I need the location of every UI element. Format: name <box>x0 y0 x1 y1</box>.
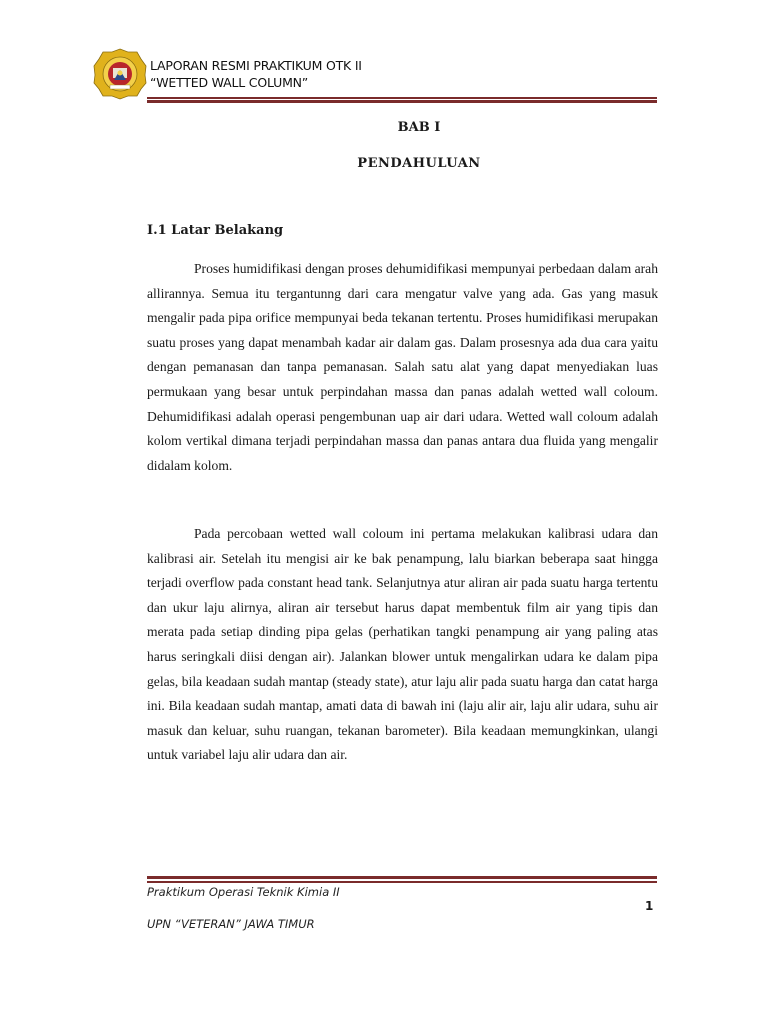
footer-divider-thick <box>147 876 657 879</box>
report-header <box>150 57 362 91</box>
header-experiment-title: “WETTED WALL COLUMN” <box>150 75 309 90</box>
chapter-number: BAB I <box>397 120 441 135</box>
footer-university-name: UPN “VETERAN” JAWA TIMUR <box>147 917 315 931</box>
paragraph: Proses humidifikasi dengan proses dehumidifikasi mempunyai perbedaan dalam arah allirannya. Semua itu tergantunng dari cara mengatur valve yang ada. Gas yang masuk mengalir pada pipa orifice mempunyai beda tekanan tertentu. Proses humidifikasi merupakan suatu proses yang dapat menambah kadar air dalam gas. Dalam prosesnya ada dua cara yaitu dengan pemanasan dan tanpa pemanasan. Salah satu alat yang dapat menyediakan luas permukaan yang besar untuk perpindahan massa dan panas adalah wetted wall coloum. Dehumidifikasi adalah operasi pengembunan uap air dari udara. Wetted wall coloum adalah kolom vertikal dimana terjadi perpindahan massa dan panas antara dua fluida yang mengalir didalam kolom. <box>147 261 658 473</box>
page-number: 1 <box>645 899 654 913</box>
footer-divider <box>147 881 657 883</box>
section-title: I.1 Latar Belakang <box>147 223 284 238</box>
chapter-title: PENDAHULUAN <box>357 156 481 171</box>
header-report-title: LAPORAN RESMI PRAKTIKUM OTK II <box>150 58 362 73</box>
header-divider <box>147 97 657 99</box>
paragraph: Pada percobaan wetted wall coloum ini pertama melakukan kalibrasi udara dan kalibrasi air. Setelah itu mengisi air ke bak penampung, lalu biarkan beberapa saat hingga terjadi overflow pada constant head tank. Selanjutnya atur aliran air pada suatu harga tertentu dan ukur laju alirnya, aliran air tersebut harus dapat membentuk film air yang tipis dan merata pada setiap dinding pipa gelas (perhatikan tangki penampung air yang paling atas harus seringkali diisi dengan air). Jalankan blower untuk mengalirkan udara ke dalam pipa gelas, bila keadaan sudah mantap (steady state), atur laju alir pada suatu harga dan catat harga ini. Bila keadaan sudah mantap, amati data di bawah ini (laju alir air, laju alir udara, suhu air masuk dan keluar, suhu ruangan, tekanan barometer). Bila keadaan memungkinkan, ulangi untuk variabel laju alir udara dan air. <box>147 526 658 763</box>
footer-course-name: Praktikum Operasi Teknik Kimia II <box>147 885 340 899</box>
university-seal-icon <box>93 48 147 100</box>
header-divider-thick <box>147 100 657 103</box>
